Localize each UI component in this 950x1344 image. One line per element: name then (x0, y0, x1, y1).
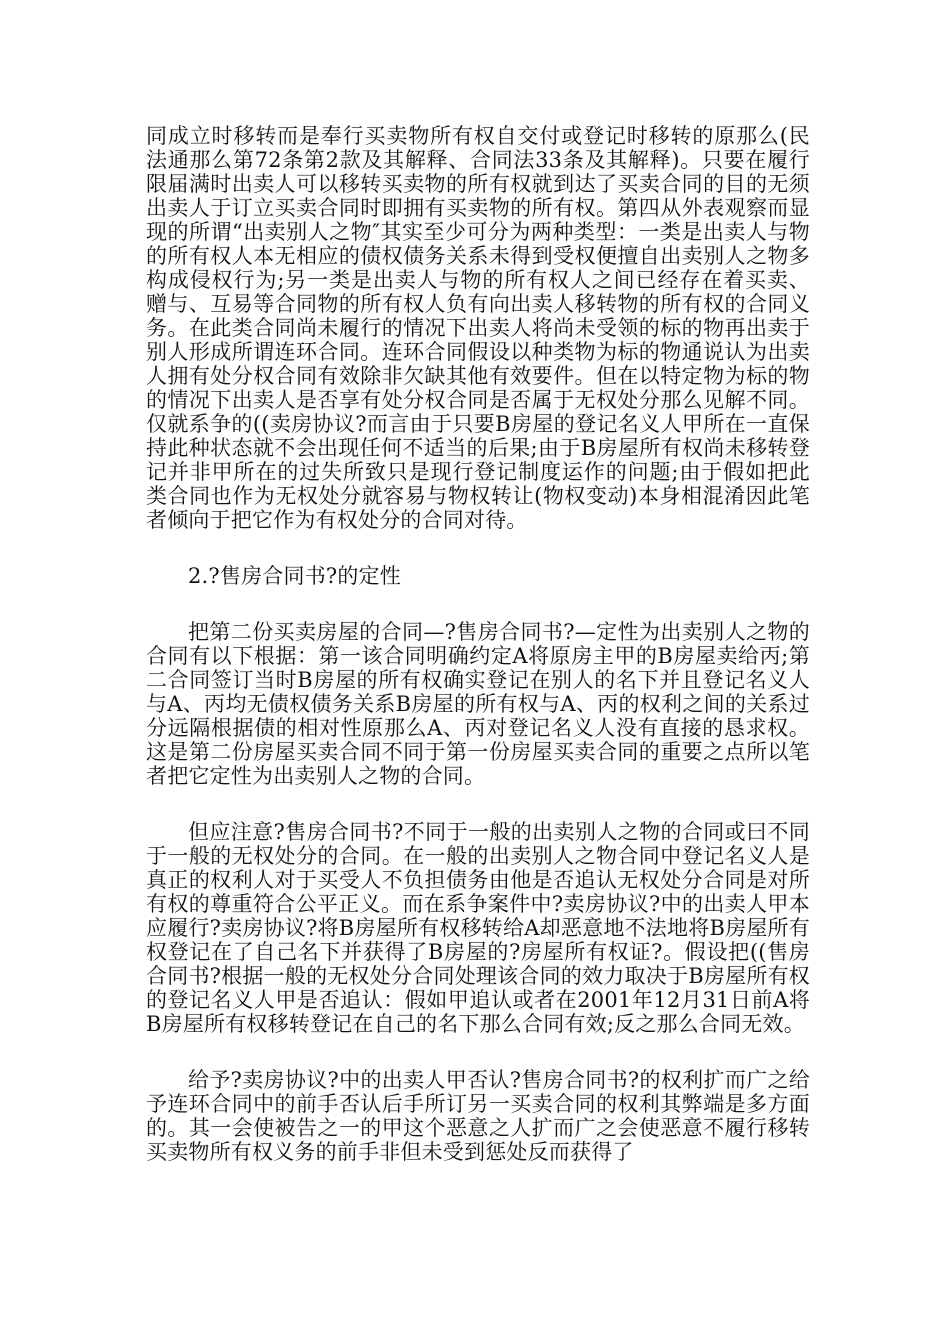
body-paragraph-continued: 同成立时移转而是奉行买卖物所有权自交付或登记时移转的原那么(民法通那么第72条第2款及其解释、合同法33条及其解释)。只要在履行限届满时出卖人可以移转买卖物的所有权就到达了买卖合同的目的无须出卖人于订立买卖合同时即拥有买卖物的所有权。第四从外表观察而显现的所谓“出卖别人之物″其实至少可分为两种类型：一类是出卖人与物的所有权人本无相应的债权债务关系未得到受权便擅自出卖别人之物多构成侵权行为;另一类是出卖人与物的所有权人之间已经存在着买卖、赠与、互易等合同物的所有权人负有向出卖人移转物的所有权的合同义务。在此类合同尚未履行的情况下出卖人将尚未受领的标的物再出卖于别人形成所谓连环合同。连环合同假设以种类物为标的物通说认为出卖人拥有处分权合同有效除非欠缺其他有效要件。但在以特定物为标的物的情况下出卖人是否享有处分权合同是否属于无权处分那么见解不同。仅就系争的((卖房协议?而言由于只要B房屋的登记名义人甲所在一直保持此种状态就不会出现任何不适当的后果;由于B房屋所有权尚未移转登记并非甲所在的过失所致只是现行登记制度运作的问题;由于假如把此类合同也作为无权处分就容易与物权转让(物权变动)本身相混淆因此笔者倾向于把它作为有权处分的合同对待。 (146, 124, 810, 532)
document-page (146, 124, 810, 1164)
body-paragraph: 给予?卖房协议?中的出卖人甲否认?售房合同书?的权利扩而广之给予连环合同中的前手否认后手所订另一买卖合同的权利其弊端是多方面的。其一会使被告之一的甲这个恶意之人扩而广之会使恶意不履行移转买卖物所有权义务的前手非但未受到惩处反而获得了 (146, 1068, 810, 1164)
body-paragraph: 但应注意?售房合同书?不同于一般的出卖别人之物的合同或曰不同于一般的无权处分的合同。在一般的出卖别人之物合同中登记名义人是真正的权利人对于买受人不负担债务由他是否追认无权处分合同是对所有权的尊重符合公平正义。而在系争案件中?卖房协议?中的出卖人甲本应履行?卖房协议?将B房屋所有权移转给A却恶意地不法地将B房屋所有权登记在了自己名下并获得了B房屋的?房屋所有权证?。假设把((售房合同书?根据一般的无权处分合同处理该合同的效力取决于B房屋所有权的登记名义人甲是否追认：假如甲追认或者在2001年12月31日前A将B房屋所有权移转登记在自己的名下那么合同有效;反之那么合同无效。 (146, 820, 810, 1036)
section-heading: 2.?售房合同书?的定性 (188, 564, 401, 588)
body-paragraph: 把第二份买卖房屋的合同—?售房合同书?—定性为出卖别人之物的合同有以下根据：第一该合同明确约定A将原房主甲的B房屋卖给丙;第二合同签订当时B房屋的所有权确实登记在别人的名下并且登记名义人与A、丙均无债权债务关系B房屋的所有权与A、丙的权利之间的关系过分远隔根据债的相对性原那么A、丙对登记名义人没有直接的恳求权。这是第二份房屋买卖合同不同于第一份房屋买卖合同的重要之点所以笔者把它定性为出卖别人之物的合同。 (146, 620, 810, 788)
